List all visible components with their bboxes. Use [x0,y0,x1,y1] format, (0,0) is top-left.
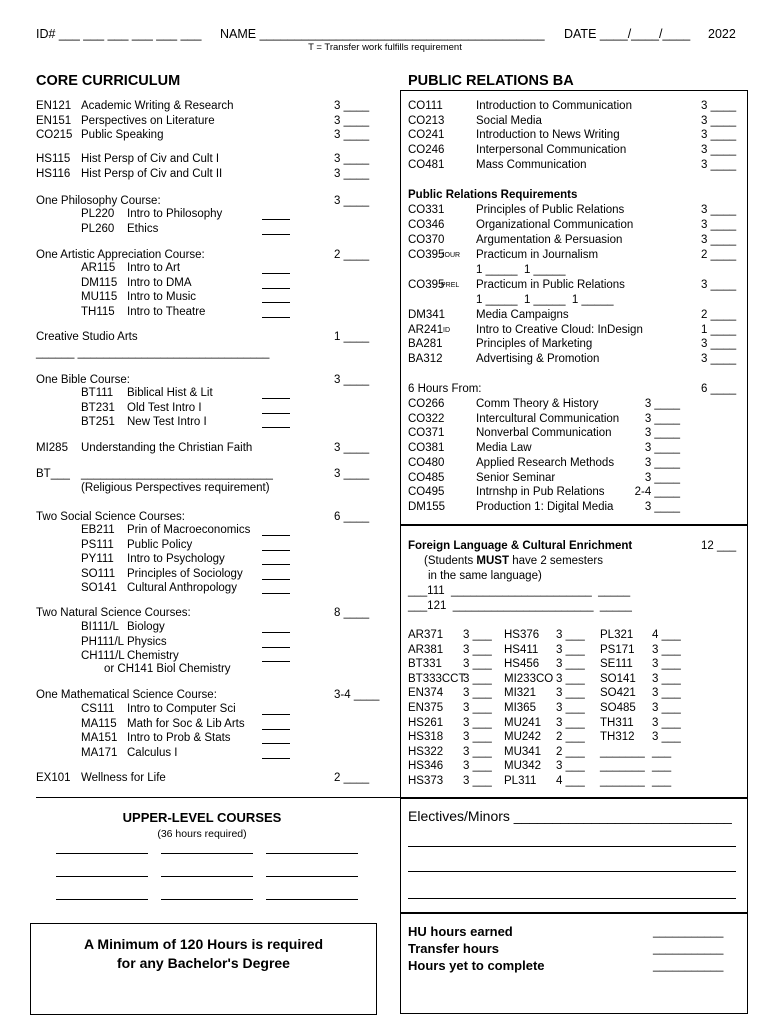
course-code: EN375 [408,702,444,714]
hours-blank[interactable]: 6 ____ [334,511,370,523]
course-name: Practicum in Public Relations [476,279,625,291]
course-code: HS261 [408,716,444,729]
course-code: _______ [600,760,645,773]
course-code: HS116 [36,167,71,180]
hours-blank[interactable]: 3 ___ [463,731,492,744]
course-name: Argumentation & Persuasion [476,234,623,246]
course-code: CS111 [81,703,115,715]
hours-blank[interactable]: 3 ___ [463,629,492,641]
hours-blank[interactable]: 3 ___ [463,702,492,714]
course-code: SE111 [600,658,633,671]
course-code: PS171 [600,643,635,656]
hours-blank[interactable]: 3 ____ [701,279,737,291]
course-name: Intro to Computer Sci [127,703,236,715]
course-code: MU242 [504,731,542,744]
hours-blank[interactable]: 3 ___ [556,702,585,714]
course-name: Prin of Macroeconomics [127,524,251,536]
course-code: HS373 [408,775,444,787]
course-code: EB211 [81,524,115,536]
course-name: Principles of Public Relations [476,204,625,216]
check-blank[interactable] [262,403,290,414]
hours-blank[interactable]: 4 ___ [652,629,681,641]
course-name: Applied Research Methods [476,456,615,469]
course-code: CO346 [408,219,445,231]
six-hours-label: 6 Hours From: [408,383,482,395]
total-blank[interactable]: ___________ [653,943,724,955]
course-suffix: PREL [441,282,460,289]
course-name: Academic Writing & Research [81,100,234,112]
hours-blank[interactable]: 3 ___ [556,658,585,671]
check-blank[interactable] [262,540,290,551]
hours-blank[interactable]: 3 ___ [652,687,681,700]
hours-blank[interactable]: 3 ___ [556,716,585,729]
course-name: Ethics [127,222,159,235]
course-code: TH311 [600,716,634,729]
hours-blank[interactable]: 3 ___ [463,716,492,729]
course-code: MI321 [504,687,536,700]
hours-blank[interactable]: 3 ____ [334,100,370,112]
course-code: HS346 [408,760,444,773]
hours-blank[interactable]: ___ [652,760,672,773]
hours-blank[interactable]: 3 ____ [644,456,680,469]
course-code: SO421 [600,687,636,700]
hours-blank[interactable]: 2 ____ [701,309,737,321]
group-label: One Philosophy Course: [36,195,161,207]
course-code: CO213 [408,114,445,127]
foreign-note-part: have 2 semesters [509,555,603,567]
course-name: Cultural Anthropology [127,582,237,594]
hours-blank[interactable]: 3 ___ [463,658,492,671]
hours-blank[interactable]: 3 ____ [701,144,737,157]
group-label: One Bible Course: [36,374,130,386]
course-code: MU241 [504,716,542,729]
upper-course-line[interactable] [266,853,358,854]
course-code: MA151 [81,732,118,744]
check-blank[interactable] [262,719,290,730]
hours-blank[interactable]: 3 ____ [701,338,737,351]
pr-title: PUBLIC RELATIONS BA [408,73,574,89]
course-code: DM155 [408,500,446,513]
hours-blank[interactable]: 3 ___ [556,672,585,685]
check-blank[interactable] [262,417,290,428]
course-name: Wellness for Life [81,772,166,784]
course-name: Principles of Marketing [476,338,593,351]
course-code: BT251 [81,416,115,428]
course-code: PL321 [600,629,634,641]
course-name: Intro to Music [127,291,197,303]
hours-blank[interactable]: 3 ___ [652,702,681,714]
course-code: PH111/L [81,635,125,648]
total-label: HU hours earned [408,924,513,939]
course-name: Intro to Prob & Stats [127,732,231,744]
hours-blank[interactable]: 2 ____ [334,249,370,261]
course-name: Biology [127,621,165,633]
course-code: CO246 [408,144,445,157]
minimum-box [30,923,377,1015]
foreign-title: Foreign Language & Cultural Enrichment [408,540,633,552]
course-code: CO395 [408,279,445,291]
check-blank[interactable] [262,637,290,648]
bt-blank[interactable]: ______________________________ [81,468,273,480]
electives-line[interactable] [408,898,736,899]
name-field[interactable]: NAME _________________________________________ [220,27,545,41]
check-blank[interactable] [262,525,290,536]
hours-blank[interactable]: 2 ___ [556,731,585,744]
course-code: HS322 [408,745,444,758]
hours-blank[interactable]: 3 ____ [701,353,737,366]
course-name: Intro to Psychology [127,553,225,565]
upper-subtitle: (36 hours required) [157,828,247,840]
course-code: EX101 [36,772,71,784]
hours-blank[interactable]: 6 ____ [701,383,737,395]
course-name: Practicum in Journalism [476,249,599,261]
course-code: TH312 [600,731,635,744]
hours-blank[interactable]: 2 ____ [334,772,370,784]
id-field[interactable]: ID# ___ ___ ___ ___ ___ ___ [36,27,202,41]
course-name: Advertising & Promotion [476,353,600,366]
hours-blank[interactable]: 8 ____ [334,607,370,619]
upper-course-line[interactable] [161,899,253,900]
hours-blank[interactable]: 3 ___ [556,643,585,656]
course-code: MA115 [81,717,117,730]
course-code: EN151 [36,114,72,127]
course-name: Interpersonal Communication [476,144,627,157]
course-code: AR241 [408,323,444,336]
hours-blank[interactable]: 3 ___ [652,731,681,744]
course-name: Hist Persp of Civ and Cult I [81,153,220,165]
course-code: HS456 [504,658,540,671]
hours-blank[interactable]: 3 ____ [334,195,370,207]
group-label: Two Social Science Courses: [36,511,185,523]
electives-line[interactable] [408,871,736,872]
course-alt: or CH141 Biol Chemistry [104,663,231,675]
course-code: HS318 [408,731,444,744]
foreign-note: in the same language) [428,570,542,582]
minimum-line2: for any Bachelor's Degree [117,955,290,971]
course-name: Hist Persp of Civ and Cult II [81,167,223,180]
check-blank[interactable] [262,704,290,715]
upper-course-line[interactable] [56,899,148,900]
hours-blank[interactable]: ___ [652,745,672,758]
course-name: Intro to Theatre [127,305,206,318]
hours-blank[interactable]: 3 ___ [463,745,492,758]
check-blank[interactable] [262,733,290,744]
course-code: CO381 [408,442,445,455]
course-name: Understanding the Christian Faith [81,442,253,454]
course-name: Public Policy [127,538,193,551]
course-code: MI365 [504,702,536,714]
check-blank[interactable] [262,263,290,274]
total-label: Transfer hours [408,941,500,956]
hours-blank[interactable]: 3 ___ [652,672,681,685]
hours-blank[interactable]: 3 ____ [334,129,370,141]
hours-blank[interactable]: 3 ___ [463,760,492,773]
course-code: PS111 [81,538,114,551]
hours-blank[interactable]: 3 ___ [463,643,492,656]
total-blank[interactable]: ___________ [653,960,724,972]
upper-course-line[interactable] [56,876,148,877]
course-name: Nonverbal Communication [476,427,612,440]
hours-blank[interactable]: 4 ___ [556,775,585,787]
hours-blank[interactable]: 3 ___ [556,629,585,641]
course-code: EN374 [408,687,444,700]
course-code: MU115 [81,291,118,303]
course-code: CO266 [408,398,445,410]
requirements-title: Public Relations Requirements [408,189,578,201]
electives-title[interactable]: Electives/Minors ____________________________ [408,808,732,824]
course-name: Introduction to Communication [476,100,632,112]
check-blank[interactable] [262,748,290,759]
total-blank[interactable]: ___________ [653,926,724,938]
course-suffix: JOUR [441,252,461,259]
foreign-note-part: (Students [424,555,477,567]
upper-course-line[interactable] [56,853,148,854]
hours-blank[interactable]: 3 ____ [334,374,370,386]
course-name: Calculus I [127,746,178,759]
course-name: Intro to DMA [127,276,192,289]
hours-blank[interactable]: 3 ____ [644,412,680,425]
group-label: One Mathematical Science Course: [36,689,217,701]
course-name: Social Media [476,114,542,127]
course-code: DM341 [408,309,446,321]
course-code: BT331 [408,658,442,671]
hours-blank[interactable]: 1 ____ [701,323,737,336]
course-code: CO395 [408,249,445,261]
course-code: BI111/L [81,621,119,633]
course-code: CO485 [408,471,445,484]
hours-blank[interactable]: 3 ____ [701,158,737,171]
hours-blank[interactable]: 3 ____ [334,167,370,180]
course-code: MU341 [504,745,542,758]
hours-blank[interactable]: 3 ____ [701,234,737,246]
course-name: Mass Communication [476,158,587,171]
course-code: DM115 [81,276,118,289]
course-code: CO495 [408,486,445,499]
course-suffix: ID [443,326,450,334]
hours-blank[interactable]: 3 ___ [652,643,681,656]
hours-blank[interactable]: 2-4 ____ [634,486,680,499]
check-blank[interactable] [262,388,290,399]
group-label: Creative Studio Arts [36,331,138,343]
course-name: Senior Seminar [476,471,556,484]
course-code: BA281 [408,338,443,351]
electives-line[interactable] [408,846,736,847]
hours-blank[interactable]: 3 ____ [701,204,737,216]
course-code[interactable]: BT___ [36,468,70,480]
creative-blank[interactable]: ______ ______________________________ [36,347,270,359]
course-code: CO371 [408,427,445,440]
hours-blank[interactable]: 3 ____ [334,468,370,480]
check-blank[interactable] [262,583,290,594]
course-code: EN121 [36,100,72,112]
check-blank[interactable] [262,651,290,662]
check-blank[interactable] [262,224,290,235]
date-field[interactable]: DATE ____/____/____ [564,27,691,41]
hours-blank[interactable]: 3 ____ [701,114,737,127]
core-title: CORE CURRICULUM [36,73,181,89]
upper-course-line[interactable] [161,876,253,877]
hours-blank[interactable]: 2 ____ [701,249,737,261]
course-name: New Test Intro I [127,416,207,428]
course-name: Physics [127,635,167,648]
hours-blank[interactable]: 3 ____ [701,100,737,112]
language-line[interactable]: ___121 ______________________ _____ [408,599,632,612]
upper-course-line[interactable] [266,876,358,877]
foreign-note-part: MUST [476,555,510,567]
course-name: Intro to Creative Cloud: InDesign [476,323,643,336]
upper-course-line[interactable] [161,853,253,854]
hours-blank[interactable]: 3 ___ [652,658,681,671]
check-blank[interactable] [262,307,290,318]
hours-blank[interactable]: 12 ___ [701,540,737,552]
course-code: HS411 [504,643,539,656]
course-code: HS376 [504,629,540,641]
divider [36,797,400,798]
hours-blank[interactable]: ___ [652,775,672,787]
course-code: PL311 [504,775,537,787]
course-code: SO485 [600,702,636,714]
course-code: SO141 [600,672,636,685]
course-code: SO141 [81,582,117,594]
check-blank[interactable] [262,209,290,220]
course-name: Math for Soc & Lib Arts [127,717,245,730]
practicum-blanks[interactable]: 1 _____ 1 _____ 1 _____ [476,294,614,306]
hours-blank[interactable]: 3 ____ [644,398,680,410]
course-code: BT111 [81,387,114,399]
course-code: CO480 [408,456,445,469]
hours-blank[interactable]: 3 ____ [701,129,737,142]
course-name: Media Law [476,442,532,455]
course-code: CO370 [408,234,445,246]
course-code: AR381 [408,643,444,656]
minimum-line1: A Minimum of 120 Hours is required [83,936,324,952]
course-code: BA312 [408,353,443,366]
course-name: Media Campaigns [476,309,569,321]
course-name: Perspectives on Literature [81,114,215,127]
hours-blank[interactable]: 2 ___ [556,745,585,758]
hours-blank[interactable]: 3 ____ [334,442,370,454]
hours-blank[interactable]: 3 ___ [463,687,492,700]
foreign-note [424,554,603,568]
check-blank[interactable] [262,278,290,289]
upper-title: UPPER-LEVEL COURSES [122,810,282,825]
year-label: 2022 [708,27,736,41]
check-blank[interactable] [262,622,290,633]
course-code: SO111 [81,567,116,580]
course-name: Intro to Philosophy [127,208,223,220]
hours-blank[interactable]: 3 ___ [652,716,681,729]
practicum-blanks[interactable]: 1 _____ 1 _____ [476,264,566,276]
course-code: PL220 [81,208,115,220]
course-code: PY111 [81,553,114,565]
hours-blank[interactable]: 3 ____ [334,114,370,127]
check-blank[interactable] [262,554,290,565]
hours-blank[interactable]: 3 ___ [463,775,492,787]
course-code: _______ [600,745,645,758]
course-code: CO111 [408,100,443,112]
language-line[interactable]: ___111 ______________________ _____ [408,585,631,597]
course-name: Intrnshp in Pub Relations [476,486,605,499]
course-name: Comm Theory & History [476,398,599,410]
course-code: CO331 [408,204,445,216]
course-code: _______ [600,775,645,787]
check-blank[interactable] [262,569,290,580]
course-code: BT333CCT [408,672,466,685]
course-code: MU342 [504,760,542,773]
hours-blank[interactable]: 3 ____ [644,427,680,440]
course-code: CO322 [408,412,445,425]
hours-blank[interactable]: 1 ____ [334,331,370,343]
course-name: Principles of Sociology [127,567,243,580]
hours-blank[interactable]: 3 ___ [556,760,585,773]
hours-blank[interactable]: 3 ___ [556,687,585,700]
hours-blank[interactable]: 3 ____ [644,500,680,513]
hours-blank[interactable]: 3 ____ [334,153,370,165]
course-code: MA171 [81,746,118,759]
course-code: AR115 [81,262,116,274]
course-code: TH115 [81,305,115,318]
bt-note: (Religious Perspectives requirement) [81,482,270,494]
course-code: CO241 [408,129,445,142]
course-name: Introduction to News Writing [476,129,620,142]
course-code: CO215 [36,129,73,141]
course-code: PL260 [81,222,115,235]
course-name: Intro to Art [127,262,181,274]
course-code: CH111/L [81,650,125,662]
hours-blank[interactable]: 3 ____ [701,219,737,231]
electives-box [400,797,748,914]
totals-box [400,912,748,1014]
upper-course-line[interactable] [266,899,358,900]
course-name: Public Speaking [81,129,164,141]
course-code: HS115 [36,153,71,165]
course-code: AR371 [408,629,444,641]
course-code: BT231 [81,401,115,414]
course-code: MI285 [36,442,68,454]
course-name: Biblical Hist & Lit [127,387,213,399]
group-label: Two Natural Science Courses: [36,607,191,619]
course-code: CO481 [408,158,445,171]
check-blank[interactable] [262,292,290,303]
hours-blank[interactable]: 3 ____ [644,442,680,455]
course-name: Organizational Communication [476,219,634,231]
course-name: Intercultural Communication [476,412,620,425]
hours-blank[interactable]: 3-4 ____ [334,689,380,701]
total-label: Hours yet to complete [408,958,545,973]
hours-blank[interactable]: 3 ____ [644,471,680,484]
transfer-note: T = Transfer work fulfills requirement [308,42,462,53]
course-code: MI233CO [504,672,554,685]
hours-blank[interactable]: 3 ___ [463,672,492,685]
course-name: Old Test Intro I [127,401,202,414]
group-label: One Artistic Appreciation Course: [36,249,205,261]
course-name: Chemistry [127,650,179,662]
course-name: Production 1: Digital Media [476,500,614,513]
